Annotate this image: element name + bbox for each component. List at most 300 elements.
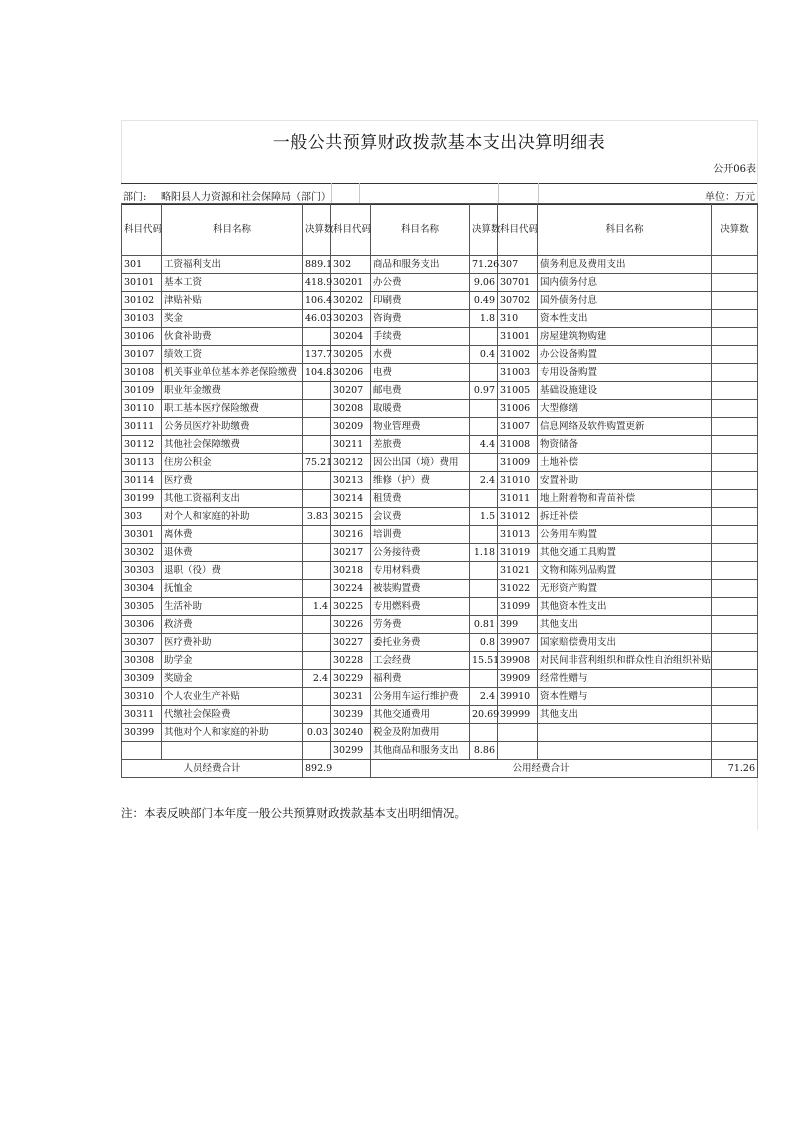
code-cell: 30113	[122, 454, 162, 472]
amount-cell	[712, 742, 758, 760]
code-cell: 302	[331, 256, 371, 274]
code-cell	[498, 742, 538, 760]
code-cell: 30228	[331, 652, 371, 670]
code-cell: 30239	[331, 706, 371, 724]
personnel-total-label: 人员经费合计	[122, 760, 303, 778]
unit-label: 单位：万元	[705, 192, 755, 203]
code-cell: 31002	[498, 346, 538, 364]
name-cell	[162, 742, 303, 760]
name-cell: 其他支出	[538, 706, 712, 724]
code-cell: 30202	[331, 292, 371, 310]
code-cell: 30218	[331, 562, 371, 580]
amount-cell	[712, 490, 758, 508]
code-cell: 30199	[122, 490, 162, 508]
name-cell: 咨询费	[371, 310, 470, 328]
table-row	[122, 472, 758, 490]
table-row	[122, 526, 758, 544]
table-row	[122, 490, 758, 508]
code-cell: 31006	[498, 400, 538, 418]
code-cell: 30101	[122, 274, 162, 292]
code-cell: 30213	[331, 472, 371, 490]
name-cell: 安置补助	[538, 472, 712, 490]
name-cell: 伙食补助费	[162, 328, 303, 346]
name-cell: 资本性赠与	[538, 688, 712, 706]
name-cell: 基本工资	[162, 274, 303, 292]
name-cell: 福利费	[371, 670, 470, 688]
code-cell: 30240	[331, 724, 371, 742]
code-cell: 39910	[498, 688, 538, 706]
dept-row-divider	[359, 183, 360, 203]
name-cell: 国家赔偿费用支出	[538, 634, 712, 652]
code-cell: 30311	[122, 706, 162, 724]
name-cell: 专用燃料费	[371, 598, 470, 616]
amount-cell	[303, 742, 331, 760]
amount-cell	[712, 418, 758, 436]
amount-cell	[303, 652, 331, 670]
code-cell: 30231	[331, 688, 371, 706]
code-cell: 30306	[122, 616, 162, 634]
amount-cell	[470, 562, 498, 580]
name-cell: 取暖费	[371, 400, 470, 418]
dept-row-divider	[538, 183, 539, 203]
name-cell: 邮电费	[371, 382, 470, 400]
amount-cell	[712, 724, 758, 742]
name-cell: 无形资产购置	[538, 580, 712, 598]
name-cell: 办公设备购置	[538, 346, 712, 364]
code-cell: 30309	[122, 670, 162, 688]
name-cell: 培训费	[371, 526, 470, 544]
code-cell: 30299	[331, 742, 371, 760]
amount-cell	[470, 418, 498, 436]
table-row	[122, 562, 758, 580]
header-cell: 科目名称	[162, 204, 303, 256]
code-cell: 30109	[122, 382, 162, 400]
name-cell: 印刷费	[371, 292, 470, 310]
amount-cell	[303, 490, 331, 508]
code-cell: 30102	[122, 292, 162, 310]
code-cell: 30303	[122, 562, 162, 580]
amount-cell	[712, 310, 758, 328]
dept-row-divider	[331, 183, 332, 203]
name-cell: 资本性支出	[538, 310, 712, 328]
name-cell: 退休费	[162, 544, 303, 562]
table-row	[122, 724, 758, 742]
amount-cell	[470, 526, 498, 544]
name-cell: 委托业务费	[371, 634, 470, 652]
amount-cell: 8.86	[470, 742, 498, 760]
amount-cell: 0.03	[303, 724, 331, 742]
table-row	[122, 418, 758, 436]
table-row	[122, 292, 758, 310]
code-cell: 31001	[498, 328, 538, 346]
amount-cell	[303, 436, 331, 454]
dept-row-divider	[498, 183, 499, 203]
amount-cell: 106.4	[303, 292, 331, 310]
table-row	[122, 274, 758, 292]
code-cell: 31010	[498, 472, 538, 490]
name-cell: 公务用车运行维护费	[371, 688, 470, 706]
code-cell: 30226	[331, 616, 371, 634]
amount-cell	[303, 526, 331, 544]
code-cell: 30310	[122, 688, 162, 706]
name-cell: 劳务费	[371, 616, 470, 634]
name-cell: 救济费	[162, 616, 303, 634]
table-row	[122, 400, 758, 418]
header-cell: 科目代码	[122, 204, 162, 256]
amount-cell	[712, 454, 758, 472]
code-cell: 30227	[331, 634, 371, 652]
name-cell: 公务用车购置	[538, 526, 712, 544]
amount-cell	[303, 562, 331, 580]
amount-cell	[470, 400, 498, 418]
amount-cell	[712, 256, 758, 274]
amount-cell	[712, 634, 758, 652]
personnel-total-value: 892.9	[303, 760, 371, 778]
code-cell: 301	[122, 256, 162, 274]
public-total-label: 公用经费合计	[371, 760, 712, 778]
name-cell: 津贴补贴	[162, 292, 303, 310]
name-cell: 公务接待费	[371, 544, 470, 562]
frame-top-border	[121, 120, 757, 121]
amount-cell: 1.5	[470, 508, 498, 526]
table-row	[122, 454, 758, 472]
code-cell: 30216	[331, 526, 371, 544]
name-cell: 办公费	[371, 274, 470, 292]
amount-cell: 4.4	[470, 436, 498, 454]
name-cell: 基础设施建设	[538, 382, 712, 400]
name-cell: 抚恤金	[162, 580, 303, 598]
name-cell: 其他交通工具购置	[538, 544, 712, 562]
code-cell: 31022	[498, 580, 538, 598]
table-row	[122, 688, 758, 706]
code-cell: 30217	[331, 544, 371, 562]
totals-row	[122, 760, 758, 778]
code-cell: 30305	[122, 598, 162, 616]
code-cell: 31013	[498, 526, 538, 544]
table-row	[122, 580, 758, 598]
amount-cell	[303, 382, 331, 400]
code-cell: 30204	[331, 328, 371, 346]
name-cell: 住房公积金	[162, 454, 303, 472]
name-cell: 机关事业单位基本养老保险缴费	[162, 364, 303, 382]
amount-cell	[712, 472, 758, 490]
name-cell: 税金及附加费用	[371, 724, 470, 742]
code-cell: 31012	[498, 508, 538, 526]
amount-cell: 0.8	[470, 634, 498, 652]
name-cell: 被装购置费	[371, 580, 470, 598]
code-cell: 30201	[331, 274, 371, 292]
footnote: 注：本表反映部门本年度一般公共预算财政拨款基本支出明细情况。	[121, 806, 466, 820]
name-cell: 奖励金	[162, 670, 303, 688]
code-cell: 30701	[498, 274, 538, 292]
name-cell: 差旅费	[371, 436, 470, 454]
amount-cell	[470, 580, 498, 598]
code-cell: 30112	[122, 436, 162, 454]
department-row	[121, 183, 757, 205]
amount-cell	[303, 580, 331, 598]
amount-cell: 889.1	[303, 256, 331, 274]
name-cell: 手续费	[371, 328, 470, 346]
table-row	[122, 670, 758, 688]
code-cell: 30110	[122, 400, 162, 418]
amount-cell	[712, 400, 758, 418]
amount-cell	[303, 472, 331, 490]
name-cell: 离休费	[162, 526, 303, 544]
amount-cell: 0.4	[470, 346, 498, 364]
code-cell: 30399	[122, 724, 162, 742]
name-cell: 经常性赠与	[538, 670, 712, 688]
amount-cell	[303, 544, 331, 562]
table-row	[122, 544, 758, 562]
code-cell: 399	[498, 616, 538, 634]
table-row	[122, 706, 758, 724]
name-cell: 地上附着物和青苗补偿	[538, 490, 712, 508]
code-cell: 30114	[122, 472, 162, 490]
amount-cell: 9.06	[470, 274, 498, 292]
amount-cell: 104.8	[303, 364, 331, 382]
amount-cell	[712, 616, 758, 634]
code-cell: 30215	[331, 508, 371, 526]
code-cell: 31099	[498, 598, 538, 616]
amount-cell: 1.18	[470, 544, 498, 562]
name-cell: 公务员医疗补助缴费	[162, 418, 303, 436]
amount-cell	[712, 274, 758, 292]
name-cell: 其他社会保障缴费	[162, 436, 303, 454]
table-row	[122, 634, 758, 652]
table-header-row	[122, 204, 758, 256]
amount-cell	[712, 346, 758, 364]
name-cell: 债务利息及费用支出	[538, 256, 712, 274]
amount-cell: 75.21	[303, 454, 331, 472]
table-row	[122, 310, 758, 328]
name-cell: 文物和陈列品购置	[538, 562, 712, 580]
amount-cell: 46.03	[303, 310, 331, 328]
code-cell: 31021	[498, 562, 538, 580]
name-cell: 对民间非营利组织和群众性自治组织补贴	[538, 652, 712, 670]
amount-cell: 20.69	[470, 706, 498, 724]
header-cell: 科目代码	[498, 204, 538, 256]
name-cell: 专用设备购置	[538, 364, 712, 382]
code-cell: 39909	[498, 670, 538, 688]
name-cell: 代缴社会保险费	[162, 706, 303, 724]
name-cell: 助学金	[162, 652, 303, 670]
department-label: 部门:	[123, 192, 147, 203]
code-cell: 30211	[331, 436, 371, 454]
name-cell: 退职（役）费	[162, 562, 303, 580]
name-cell: 大型修缮	[538, 400, 712, 418]
amount-cell	[712, 328, 758, 346]
amount-cell	[470, 724, 498, 742]
code-cell: 39908	[498, 652, 538, 670]
name-cell: 物业管理费	[371, 418, 470, 436]
code-cell: 30224	[331, 580, 371, 598]
table-row	[122, 652, 758, 670]
code-cell: 31003	[498, 364, 538, 382]
code-cell: 30302	[122, 544, 162, 562]
amount-cell: 15.51	[470, 652, 498, 670]
name-cell: 拆迁补偿	[538, 508, 712, 526]
code-cell: 30111	[122, 418, 162, 436]
code-cell: 39999	[498, 706, 538, 724]
code-cell: 30206	[331, 364, 371, 382]
name-cell: 会议费	[371, 508, 470, 526]
code-cell: 39907	[498, 634, 538, 652]
name-cell: 其他工资福利支出	[162, 490, 303, 508]
amount-cell	[470, 328, 498, 346]
amount-cell: 71.26	[470, 256, 498, 274]
name-cell: 国外债务付息	[538, 292, 712, 310]
name-cell: 因公出国（境）费用	[371, 454, 470, 472]
code-cell: 310	[498, 310, 538, 328]
code-cell: 30212	[331, 454, 371, 472]
amount-cell	[303, 328, 331, 346]
public-total-value: 71.26	[712, 760, 758, 778]
amount-cell	[303, 688, 331, 706]
amount-cell	[712, 382, 758, 400]
amount-cell	[712, 364, 758, 382]
table-row	[122, 346, 758, 364]
code-cell: 30214	[331, 490, 371, 508]
amount-cell	[712, 526, 758, 544]
header-cell: 决算数	[712, 204, 758, 256]
name-cell: 专用材料费	[371, 562, 470, 580]
code-cell: 30107	[122, 346, 162, 364]
amount-cell	[712, 688, 758, 706]
amount-cell	[712, 508, 758, 526]
amount-cell	[712, 544, 758, 562]
table-row	[122, 256, 758, 274]
code-cell: 30304	[122, 580, 162, 598]
header-cell: 决算数	[303, 204, 331, 256]
table-row	[122, 742, 758, 760]
name-cell: 土地补偿	[538, 454, 712, 472]
amount-cell: 1.4	[303, 598, 331, 616]
amount-cell	[303, 400, 331, 418]
amount-cell	[303, 418, 331, 436]
expenditure-table	[121, 203, 758, 778]
name-cell: 国内债务付息	[538, 274, 712, 292]
amount-cell: 0.97	[470, 382, 498, 400]
header-cell: 决算数	[470, 204, 498, 256]
amount-cell	[712, 598, 758, 616]
code-cell: 31008	[498, 436, 538, 454]
table-row	[122, 382, 758, 400]
code-cell: 30103	[122, 310, 162, 328]
name-cell: 工会经费	[371, 652, 470, 670]
name-cell: 其他交通费用	[371, 706, 470, 724]
name-cell: 个人农业生产补贴	[162, 688, 303, 706]
code-cell: 30203	[331, 310, 371, 328]
header-cell: 科目名称	[371, 204, 470, 256]
name-cell: 医疗费	[162, 472, 303, 490]
code-cell: 31011	[498, 490, 538, 508]
amount-cell	[470, 454, 498, 472]
code-cell: 30207	[331, 382, 371, 400]
code-cell: 30209	[331, 418, 371, 436]
amount-cell: 0.49	[470, 292, 498, 310]
code-cell: 307	[498, 256, 538, 274]
code-cell: 31009	[498, 454, 538, 472]
amount-cell	[712, 706, 758, 724]
amount-cell	[303, 706, 331, 724]
code-cell	[498, 724, 538, 742]
name-cell: 其他资本性支出	[538, 598, 712, 616]
code-cell: 30229	[331, 670, 371, 688]
name-cell: 工资福利支出	[162, 256, 303, 274]
name-cell: 奖金	[162, 310, 303, 328]
amount-cell: 1.8	[470, 310, 498, 328]
table-row	[122, 598, 758, 616]
code-cell: 30702	[498, 292, 538, 310]
table-row	[122, 508, 758, 526]
name-cell: 水费	[371, 346, 470, 364]
code-cell: 30205	[331, 346, 371, 364]
name-cell: 电费	[371, 364, 470, 382]
amount-cell: 418.9	[303, 274, 331, 292]
code-cell: 30208	[331, 400, 371, 418]
code-cell: 303	[122, 508, 162, 526]
amount-cell: 2.4	[470, 688, 498, 706]
name-cell: 维修（护）费	[371, 472, 470, 490]
code-cell: 30225	[331, 598, 371, 616]
name-cell: 生活补助	[162, 598, 303, 616]
amount-cell	[303, 616, 331, 634]
table-row	[122, 436, 758, 454]
amount-cell	[712, 580, 758, 598]
amount-cell	[470, 670, 498, 688]
name-cell: 绩效工资	[162, 346, 303, 364]
amount-cell: 0.81	[470, 616, 498, 634]
amount-cell	[712, 292, 758, 310]
amount-cell: 2.4	[470, 472, 498, 490]
amount-cell	[303, 634, 331, 652]
department-name: 略阳县人力资源和社会保障局（部门）	[161, 192, 331, 203]
code-cell: 30108	[122, 364, 162, 382]
code-cell: 31005	[498, 382, 538, 400]
name-cell: 信息网络及软件购置更新	[538, 418, 712, 436]
amount-cell	[470, 490, 498, 508]
table-row	[122, 616, 758, 634]
code-cell: 30308	[122, 652, 162, 670]
form-number: 公开06表	[713, 164, 756, 175]
page-title: 一般公共预算财政拨款基本支出决算明细表	[272, 133, 606, 153]
code-cell: 31007	[498, 418, 538, 436]
name-cell: 职工基本医疗保险缴费	[162, 400, 303, 418]
name-cell: 租赁费	[371, 490, 470, 508]
header-cell: 科目代码	[331, 204, 371, 256]
amount-cell	[712, 436, 758, 454]
name-cell: 职业年金缴费	[162, 382, 303, 400]
name-cell	[538, 724, 712, 742]
amount-cell	[712, 670, 758, 688]
name-cell: 其他商品和服务支出	[371, 742, 470, 760]
code-cell: 31019	[498, 544, 538, 562]
name-cell	[538, 742, 712, 760]
name-cell: 对个人和家庭的补助	[162, 508, 303, 526]
amount-cell: 3.83	[303, 508, 331, 526]
code-cell	[122, 742, 162, 760]
amount-cell	[712, 652, 758, 670]
amount-cell	[470, 598, 498, 616]
name-cell: 房屋建筑物购建	[538, 328, 712, 346]
code-cell: 30106	[122, 328, 162, 346]
code-cell: 30307	[122, 634, 162, 652]
amount-cell	[712, 562, 758, 580]
code-cell: 30301	[122, 526, 162, 544]
name-cell: 物资储备	[538, 436, 712, 454]
header-cell: 科目名称	[538, 204, 712, 256]
table-row	[122, 328, 758, 346]
